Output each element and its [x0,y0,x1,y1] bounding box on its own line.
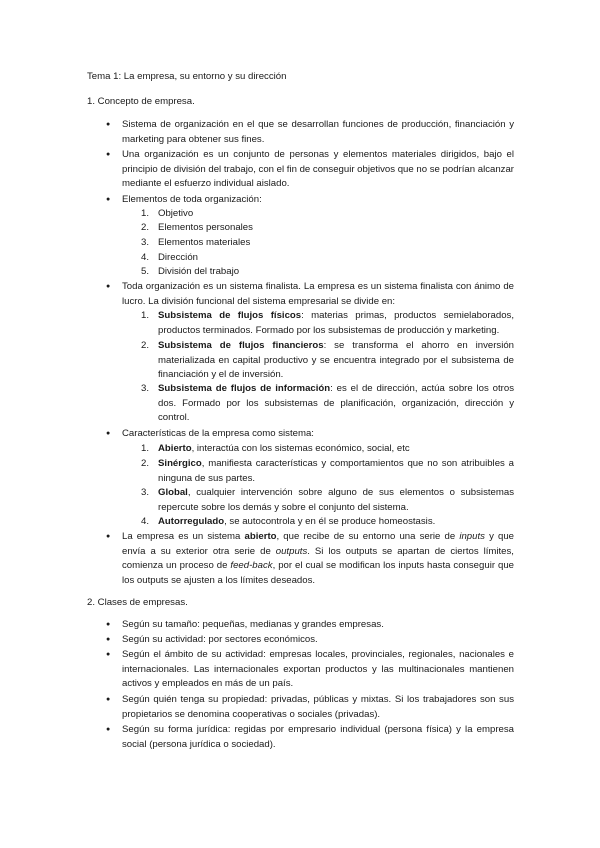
element-item: 3. Elementos materiales [141,237,251,248]
document-title: Tema 1: La empresa, su entorno y su dirección [87,71,287,82]
element-item: 4. Dirección [141,252,198,263]
characteristic-item: 2. Sinérgico, manifiesta características y comportamientos que no son atribuibles a ninguna de sus partes. [141,458,514,484]
bullet-characteristics-intro: ● Características de la empresa como sistema: [122,427,514,442]
bullet-company-type: ● Según quién tenga su propiedad: privadas, públicas y mixtas. Si los trabajadores son sus propietarios se denomina cooperativas o sociales (privadas). [122,693,514,722]
subsystem-item: 3. Subsistema de flujos de información: es el de dirección, actúa sobre los otros dos. Formado por los subsistemas de planificación, organización, dirección y control. [141,383,514,424]
element-item: 2. Elementos personales [141,222,253,233]
characteristic-item: 1. Abierto, interactúa con los sistemas económico, social, etc [141,443,410,454]
bullet-company-type: ● Según su tamaño: pequeñas, medianas y grandes empresas. [122,618,514,633]
bullet-finalist-system: ● Toda organización es un sistema finalista. La empresa es un sistema finalista con ánimo de lucro. La división funcional del sistema empresarial se divide en: [122,280,514,309]
element-item: 5. División del trabajo [141,266,240,277]
section-1-heading: 1. Concepto de empresa. [87,96,195,107]
section-2-heading: 2. Clases de empresas. [87,597,188,608]
bullet-definition-2: ● Una organización es un conjunto de personas y elementos materiales dirigidos, bajo el principio de división del trabajo, con el fin de conseguir objetivos que no se podrían alcanzar mediante el esfuerzo individual aislado. [122,148,514,192]
subsystem-item: 1. Subsistema de flujos físicos: materias primas, productos semielaborados, productos terminados. Formado por los subsistemas de producción y marketing. [141,310,514,336]
bullet-definition-1: ● Sistema de organización en el que se desarrollan funciones de producción, financiación y marketing para obtener sus fines. [122,118,514,147]
characteristic-item: 4. Autorregulado, se autocontrola y en él se produce homeostasis. [141,516,436,527]
bullet-open-system: ● La empresa es un sistema abierto, que recibe de su entorno una serie de inputs y que envía a su exterior otra serie de outputs. Si los outputs se apartan de ciertos límites, comienza un proceso de feed-back, por el cual se modifican los inputs hasta conseguir que los outputs se ajusten a los límites deseados. [122,530,514,588]
characteristic-item: 3. Global, cualquier intervención sobre alguno de sus elementos o subsistemas repercute sobre los demás y sobre el conjunto del sistema. [141,487,514,513]
bullet-company-type: ● Según su forma jurídica: regidas por empresario individual (persona física) y la empresa social (persona jurídica o sociedad). [122,723,514,752]
bullet-company-type: ● Según el ámbito de su actividad: empresas locales, provinciales, regionales, nacionales e internacionales. Las internacionales exportan productos y las multinacionales mantienen activos y empleados en más de un país. [122,648,514,692]
bullet-elements-intro: ● Elementos de toda organización: [122,193,514,208]
subsystem-item: 2. Subsistema de flujos financieros: se transforma el ahorro en inversión materializada en capital productivo y se encuentra integrado por el subsistema de financiación y el de inversión. [141,340,515,381]
element-item: 1. Objetivo [141,208,194,219]
bullet-company-type: ● Según su actividad: por sectores económicos. [122,633,514,648]
